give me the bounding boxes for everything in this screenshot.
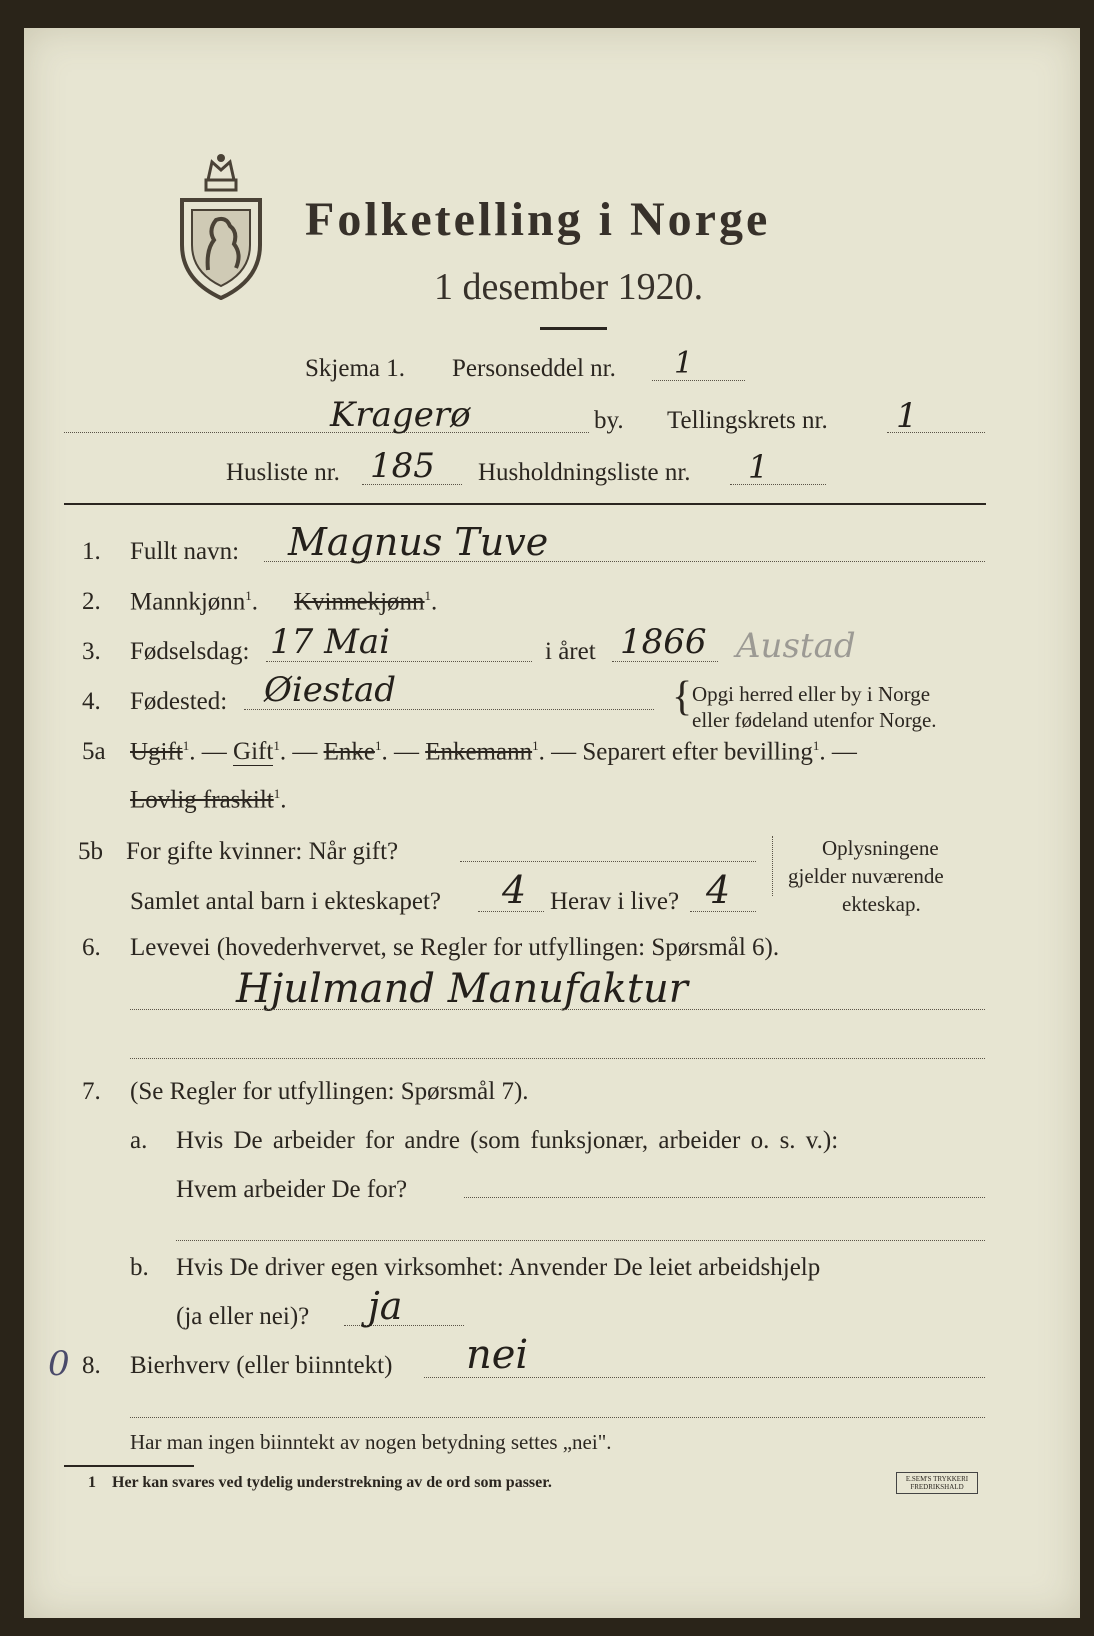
husholdning-line <box>730 484 826 485</box>
place-value[interactable]: Kragerø <box>330 395 471 435</box>
birthplace-note-1: Opgi herred eller by i Norge <box>692 682 931 706</box>
tellingskrets-value[interactable]: 1 <box>896 396 918 436</box>
full-name-value[interactable]: Magnus Tuve <box>288 520 549 564</box>
note-divider <box>772 836 773 896</box>
employer-line-2 <box>176 1240 985 1241</box>
husliste-value[interactable]: 185 <box>370 446 435 486</box>
footer-divider <box>64 1465 194 1467</box>
brace-icon: { <box>672 674 693 720</box>
q5b-married-line <box>460 861 756 862</box>
q5b-number: 5b <box>78 838 103 865</box>
birth-year-value[interactable]: 1866 <box>620 622 707 662</box>
q7-number: 7. <box>82 1078 101 1105</box>
q7a-line2: Hvem arbeider De for? <box>176 1176 408 1203</box>
q8-number: 8. <box>82 1352 101 1379</box>
q2-number: 2. <box>82 588 101 615</box>
footnote-number: 1 <box>88 1474 96 1491</box>
q7b-line1: Hvis De driver egen virksomhet: Anvender De leiet arbeidshjelp <box>176 1254 821 1281</box>
q7b-line2: (ja eller nei)? <box>176 1303 310 1330</box>
q7a-line1: Hvis De arbeider for andre (som funksjonær, arbeider o. s. v.): <box>176 1127 839 1154</box>
status-gift: Gift <box>233 738 274 766</box>
printer-stamp: E.SEM'S TRYKKERI FREDRIKSHALD <box>896 1472 978 1494</box>
pencil-note: Austad <box>736 626 856 666</box>
q7-label: (Se Regler for utfyllingen: Spørsmål 7). <box>130 1078 529 1105</box>
place-line <box>64 432 589 433</box>
birthplace-value[interactable]: Øiestad <box>264 670 397 710</box>
alive-label: Herav i live? <box>550 888 680 915</box>
q7b-letter: b. <box>130 1254 149 1281</box>
gender-male: Mannkjønn$^1$. <box>130 588 259 616</box>
alive-value[interactable]: 4 <box>706 868 731 912</box>
husliste-label: Husliste nr. <box>226 459 340 486</box>
q8-margin-mark: 0 <box>48 1344 70 1384</box>
personseddel-label: Personseddel nr. <box>452 355 616 382</box>
status-enkemann: Enkemann <box>425 738 533 766</box>
q1-number: 1. <box>82 538 101 565</box>
husholdning-value[interactable]: 1 <box>748 448 769 486</box>
q1-label: Fullt navn: <box>130 538 240 565</box>
title-divider <box>540 327 607 330</box>
form-date: 1 desember 1920. <box>434 266 704 308</box>
personseddel-value[interactable]: 1 <box>674 346 694 381</box>
by-label: by. <box>594 407 624 434</box>
q8-label: Bierhverv (eller biinntekt) <box>130 1352 393 1379</box>
status-fraskilt: Lovlig fraskilt <box>130 786 274 814</box>
q8-line-2 <box>130 1417 985 1418</box>
personseddel-line <box>652 380 745 381</box>
year-label: i året <box>545 638 596 665</box>
q6-line-2 <box>130 1058 985 1059</box>
marital-status-line: Ugift$^1$. — Gift$^1$. — Enke$^1$. — Enkemann$^1$. — Separert efter bevilling$^1$. — <box>130 738 857 766</box>
coat-of-arms-icon <box>178 150 264 300</box>
side-income-value[interactable]: nei <box>466 1332 529 1378</box>
q5b-note-3: ekteskap. <box>842 892 921 916</box>
q3-number: 3. <box>82 638 101 665</box>
tellingskrets-label: Tellingskrets nr. <box>667 407 828 434</box>
status-fraskilt-line: Lovlig fraskilt$^1$. <box>130 786 287 814</box>
birthday-value[interactable]: 17 Mai <box>270 622 391 662</box>
q5b-note-2: gjelder nuværende <box>788 864 944 888</box>
gender-female: Kvinnekjønn$^1$. <box>294 588 438 616</box>
children-label: Samlet antal barn i ekteskapet? <box>130 888 441 915</box>
q5a-number: 5a <box>82 738 106 765</box>
hired-help-value[interactable]: ja <box>368 1284 403 1328</box>
footnote-text: Her kan svares ved tydelig understrekning av de ord som passer. <box>112 1474 552 1491</box>
q4-label: Fødested: <box>130 688 228 715</box>
occupation-value[interactable]: Hjulmand Manufaktur <box>236 966 688 1012</box>
q7a-letter: a. <box>130 1127 148 1154</box>
q7b-line <box>344 1325 464 1326</box>
income-note: Har man ingen biinntekt av nogen betydning settes „nei". <box>130 1430 612 1454</box>
q4-number: 4. <box>82 688 101 715</box>
q3-label: Fødselsdag: <box>130 638 250 665</box>
form-title: Folketelling i Norge <box>305 193 771 246</box>
header-divider <box>64 503 986 505</box>
q6-number: 6. <box>82 934 101 961</box>
children-value[interactable]: 4 <box>502 868 527 912</box>
q6-line-1 <box>130 1009 985 1010</box>
q6-label: Levevei (hovederhvervet, se Regler for utfyllingen: Spørsmål 6). <box>130 934 780 961</box>
skjema-label: Skjema 1. <box>305 355 405 382</box>
husholdning-label: Husholdningsliste nr. <box>478 459 691 486</box>
q5b-note-1: Oplysningene <box>822 836 939 860</box>
birthplace-note-2: eller fødeland utenfor Norge. <box>692 708 937 732</box>
employer-line-1 <box>464 1197 985 1198</box>
status-separert: Separert efter bevilling <box>582 738 813 766</box>
status-enke: Enke <box>323 738 375 766</box>
q5b-label: For gifte kvinner: Når gift? <box>126 838 399 865</box>
status-ugift: Ugift <box>130 738 183 766</box>
